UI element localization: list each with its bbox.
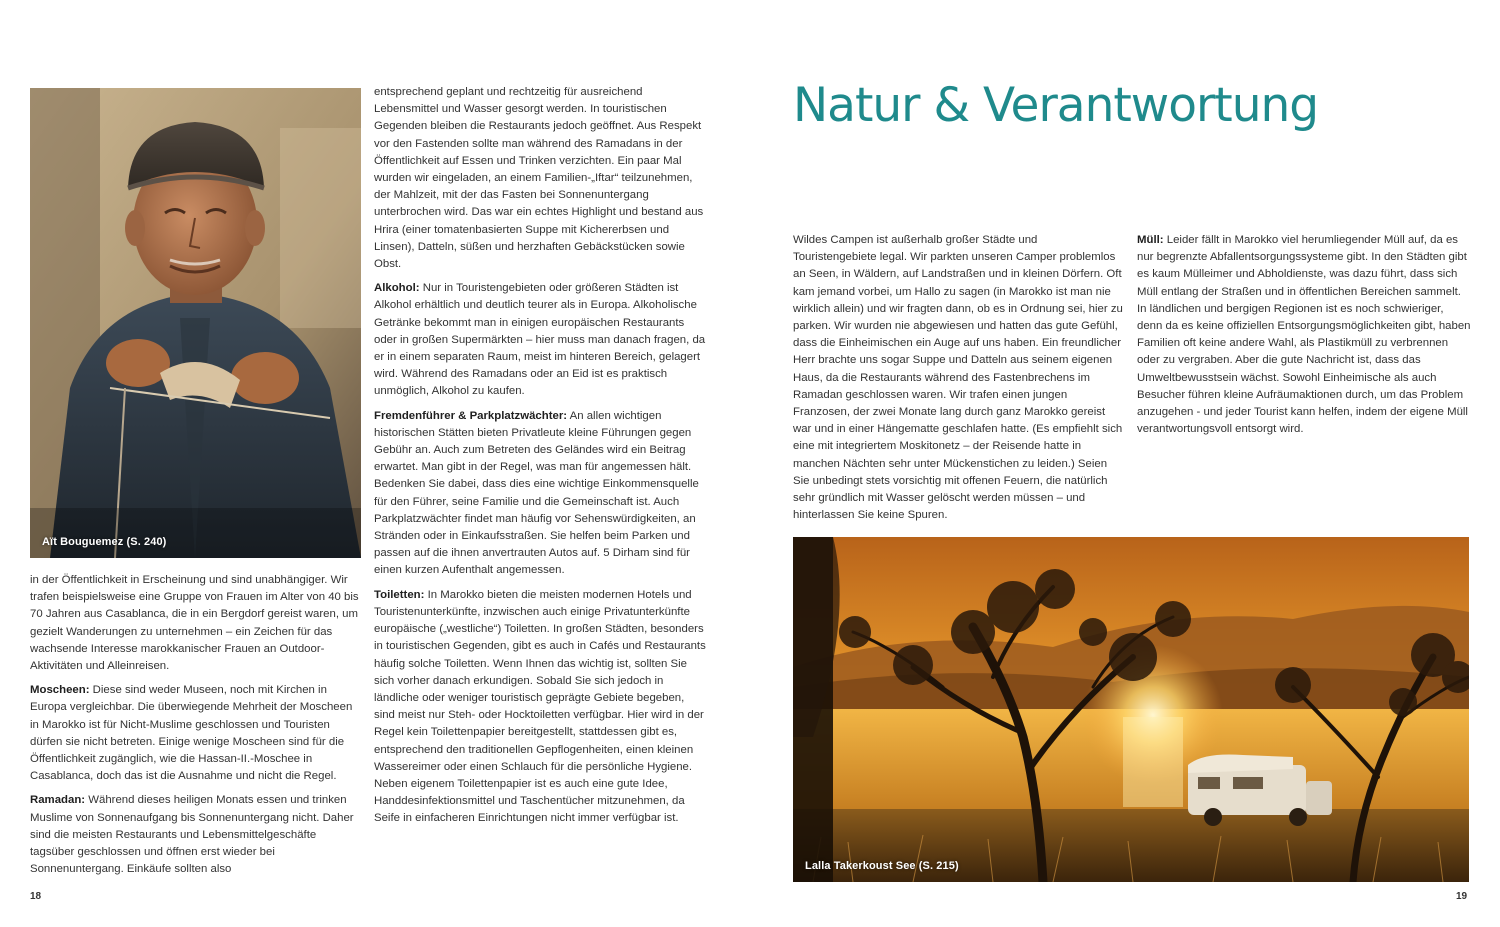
portrait-photo-caption: Aït Bouguemez (S. 240) xyxy=(42,536,167,548)
right-column-1 xyxy=(793,232,1123,531)
right-column-2 xyxy=(1137,232,1471,445)
ramadan-paragraph: Ramadan: Während dieses heiligen Monats essen und trinken Muslime von Sonnenaufgang bis Sonnenuntergang nicht. Daher sind die meisten Restaurants und Lebensmittelgeschäfte tagsüber geschlossen und öffnen erst wieder bei Sonnenuntergang. Einkäufe sollten also xyxy=(30,794,354,876)
mosques-paragraph: Moscheen: Diese sind weder Museen, noch mit Kirchen in Europa vergleichbar. Die überwiegende Mehrheit der Moscheen in Marokko ist für Nicht-Muslime geschlossen und Touristen dürfen sie nicht betreten. Einige wenige Moscheen sind für die Öffentlichkeit zugänglich, wie die Hassan-II.-Moschee in Casablanca, doch das ist die Ausnahme und nicht die Regel. xyxy=(30,684,353,783)
page-number-right: 19 xyxy=(1456,891,1468,902)
page-number-left: 18 xyxy=(30,891,42,902)
right-page xyxy=(750,0,1500,927)
ramadan-label: Ramadan: xyxy=(30,794,86,807)
waste-paragraph: Müll: Leider fällt in Marokko viel herumliegender Müll auf, da es nur begrenzte Abfallentsorgungssysteme gibt. In den Städten gibt es kaum Mülleimer und Abholdienste, was dazu führt, dass sich Müll entlang der Straßen und in öffentlichen Bereichen sammelt. In ländlichen und bergigen Regionen ist es noch schwieriger, denn da es keine offiziellen Entsorgungsmöglichkeiten gibt, haben Familien oft keine andere Wahl, als Plastikmüll zu verbrennen oder zu vergraben. Aber die gute Nachricht ist, dass das Umweltbewusstsein wächst. Sowohl Einheimische als auch Besucher führen kleine Aufräumaktionen durch, um das Problem anzugehen - und jeder Tourist kann helfen, indem der eigene Müll verantwortungsvoll entsorgt wird. xyxy=(1137,234,1471,436)
guides-label: Fremdenführer & Parkplatzwächter: xyxy=(374,409,568,422)
toilets-label: Toiletten: xyxy=(374,588,425,601)
chapter-title: Natur & Verantwortung xyxy=(793,78,1319,133)
waste-label: Müll: xyxy=(1137,234,1164,246)
toilets-paragraph: Toiletten: In Marokko bieten die meisten modernen Hotels und Touristenunterkünfte, inzwischen auch einige Privatunterkünfte europäische („westliche“) Toiletten. In großen Städten, besonders in touristischen Gegenden, gibt es auch in Cafés und Restaurants häufig solche Toiletten. Wenn Ihnen das wichtig ist, sollten Sie sich vorher danach erkundigen. Sobald Sie sich jedoch in ländliche oder weniger touristisch geprägte Gebiete begeben, sind meist nur Steh- oder Hocktoiletten verfügbar. Hier wird in der Regel kein Toilettenpapier bereitgestellt, stattdessen gibt es, entsprechend den traditionellen Gepflogenheiten, einen kleinen Wassereimer oder einen Schlauch für die persönliche Hygiene. Neben eigenem Toilettenpapier ist es auch eine gute Idee, Handdesinfektionsmittel und Taschentücher mitzunehmen, da Seife in einfacheren Einrichtungen nicht immer verfügbar ist. xyxy=(374,588,706,825)
mosques-label: Moscheen: xyxy=(30,684,90,697)
ramadan-continued-paragraph: entsprechend geplant und rechtzeitig für ausreichend Lebensmittel und Wasser gesorgt werden. In touristischen Gegenden bleiben die Restaurants jedoch geöffnet. Aus Respekt vor den Fastenden sollte man während des Ramadans in der Öffentlichkeit auf Essen und Trinken verzichten. Ein paar Mal wurden wir eingeladen, an einem Familien-„Iftar“ teilzunehmen, der Mahlzeit, mit der das Fasten bei Sonnenuntergang unterbrochen wird. Das war ein echtes Highlight und bestand aus Hrira (einer tomatenbasierten Suppe mit Kichererbsen und Linsen), Datteln, süßen und herzhaften Gebäckstücken sowie Obst. xyxy=(374,86,704,271)
alcohol-label: Alkohol: xyxy=(374,282,420,295)
sunset-photo xyxy=(793,537,1469,882)
left-column-1 xyxy=(30,572,362,885)
portrait-photo xyxy=(30,88,361,558)
left-column-2 xyxy=(374,84,707,835)
sunset-photo-illustration xyxy=(793,537,1469,882)
alcohol-paragraph: Alkohol: Nur in Touristengebieten oder größeren Städten ist Alkohol erhältlich und deutlich teurer als in Europa. Alkoholische Getränke bekommt man in einigen europäischen Restaurants oder in großen Supermärkten – hier muss man danach fragen, da er in einem separaten Raum, meist im hinteren Bereich, gelagert wird. Während des Ramadans oder an Eid ist es praktisch unmöglich, Alkohol zu kaufen. xyxy=(374,282,706,398)
sunset-photo-caption: Lalla Takerkoust See (S. 215) xyxy=(805,860,959,872)
guides-paragraph: Fremdenführer & Parkplatzwächter: An allen wichtigen historischen Stätten bieten Privatleute kleine Führungen gegen Gebühr an. Auch zum Betreten des Geländes wird ein Beitrag erwartet. Man gibt in der Regel, was man für angemessen hält. Bedenken Sie dabei, dass dies eine wichtige Einkommensquelle für den Führer, seine Familie und die Gemeinschaft ist. Auch Parkplatzwächter findet man häufig vor Sehenswürdigkeiten, an Stränden oder in Einkaufsstraßen. Sie helfen beim Parken und passen auf die ihnen anvertrauten Autos auf. 5 Dirham sind für einen kurzen Aufenthalt angemessen. xyxy=(374,409,699,577)
camping-paragraph: Wildes Campen ist außerhalb großer Städte und Touristengebiete legal. Wir parkten unseren Camper problemlos an Seen, in Wäldern, auf Landstraßen und in kleinen Dörfern. Oft kam jemand vorbei, um Hallo zu sagen (in Marokko ist man nie wirklich allein) und wir fragten dann, ob es in Ordnung sei, hier zu parken. Wir wurden nie abgewiesen und hatten das gute Gefühl, dass die Einheimischen ein Auge auf uns haben. Ein freundlicher Herr brachte uns sogar Suppe und Datteln aus seinem eigenen Haus, da die Restaurants während des Fastenbrechens im Ramadan geschlossen waren. Wir trafen einen jungen Franzosen, der zwei Monate lang durch ganz Marokko gereist war und in einer Hängematte geschlafen hatte. (Es empfiehlt sich eine mit integriertem Moskitonetz – der Reisende hatte in manchen Nächten sehr unter Mückenstichen zu leiden.) Seien Sie unbedingt stets vorsichtig mit offenen Feuern, die natürlich sehr gründlich mit Wasser gelöscht werden müssen – und hinterlassen Sie keine Spuren. xyxy=(793,234,1123,522)
portrait-photo-illustration xyxy=(30,88,361,558)
intro-paragraph: in der Öffentlichkeit in Erscheinung und sind unabhängiger. Wir trafen beispielsweise eine Gruppe von Frauen im Alter von 40 bis 70 Jahren aus Casablanca, die in ein Bergdorf gereist waren, um gezielt Wanderungen zu unternehmen – ein Zeichen für das wachsende Interesse marokkanischer Frauen an Outdoor-Aktivitäten und Alleinreisen. xyxy=(30,574,359,673)
